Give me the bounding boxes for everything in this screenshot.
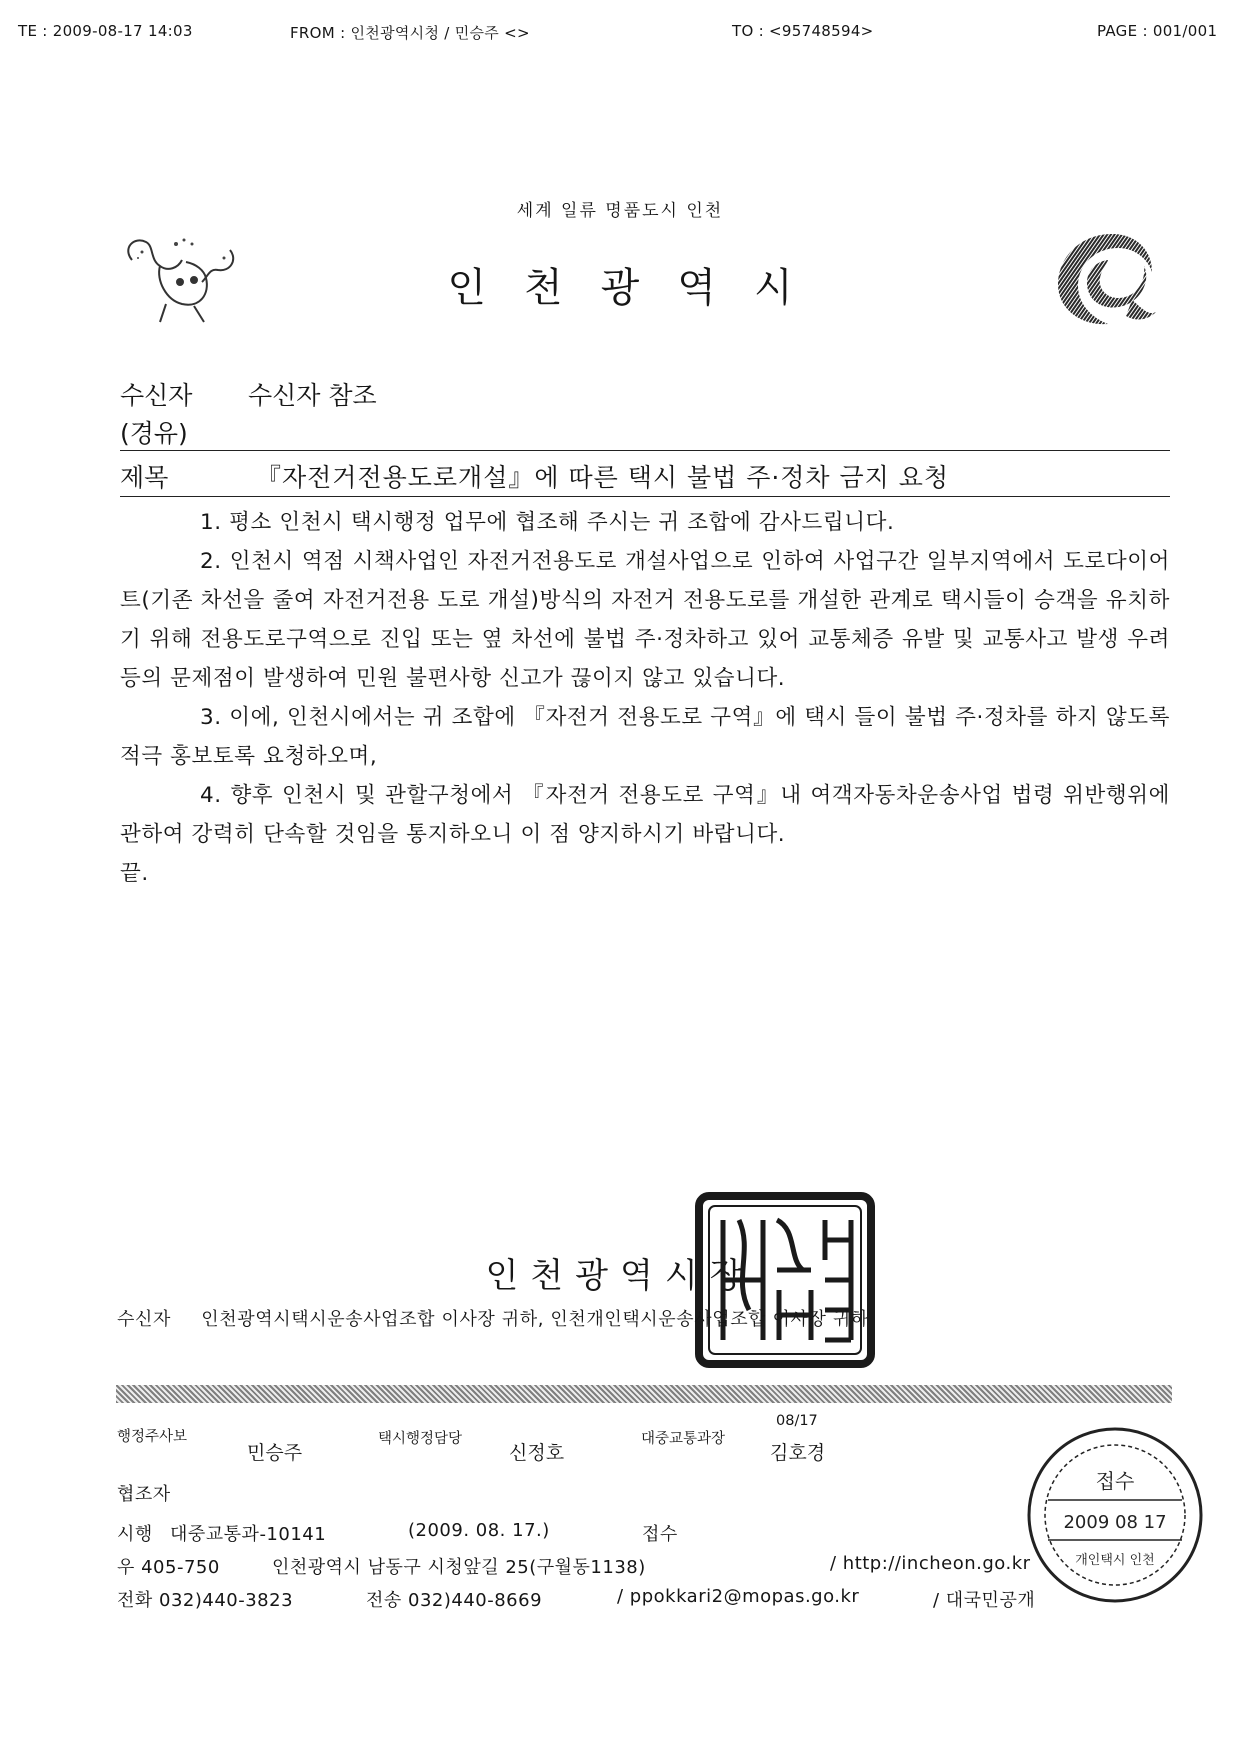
disclosure-status: / 대국민공개 bbox=[933, 1590, 1036, 1611]
address: 인천광역시 남동구 시청앞길 25(구월동1138) bbox=[272, 1557, 646, 1578]
fax-to: TO : <95748594> bbox=[732, 22, 874, 40]
body-paragraph-2: 2. 인천시 역점 시책사업인 자전거전용도로 개설사업으로 인하여 사업구간 일부지역에서 도로다이어트(기존 차선을 줄여 자전거전용 도로 개설)방식의 자전거 전용도로를 개설한 관계로 택시들이 승객을 유치하기 위해 전용도로구역으로 진입 또는 옆 차선에 불법 주·정차하고 있어 교통체증 유발 및 교통사고 발생 우려 등의 문제점이 발생하여 민원 불편사항 신고가 끊이지 않고 있습니다. bbox=[120, 549, 1170, 691]
subject-divider bbox=[120, 496, 1170, 497]
via-label: (경유) bbox=[120, 419, 188, 448]
header-divider bbox=[120, 450, 1170, 451]
recipients-label: 수신자 bbox=[117, 1309, 171, 1330]
body-paragraph-1: 1. 평소 인천시 택시행정 업무에 협조해 주시는 귀 조합에 감사드립니다. bbox=[200, 510, 895, 535]
recipients-value: 인천광역시택시운송사업조합 이사장 귀하, 인천개인택시운송사업조합 이사장 귀하 bbox=[201, 1309, 869, 1330]
phone-number: 전화 032)440-3823 bbox=[117, 1590, 294, 1611]
postal-code: 우 405-750 bbox=[117, 1557, 220, 1578]
city-slogan: 세계 일류 명품도시 인천 bbox=[516, 201, 724, 221]
stamp-date: 2009 08 17 bbox=[1063, 1512, 1167, 1533]
fax-page: PAGE : 001/001 bbox=[1097, 22, 1218, 40]
org-title: 인천광역시 bbox=[447, 265, 831, 311]
recipients-line bbox=[117, 1305, 869, 1331]
enforce-date: (2009. 08. 17.) bbox=[408, 1520, 550, 1541]
approver-role-1: 행정주사보 bbox=[117, 1429, 188, 1445]
approver-name-3: 김호경 bbox=[770, 1442, 826, 1464]
recipient-label: 수신자 bbox=[120, 381, 193, 410]
approval-date: 08/17 bbox=[776, 1413, 818, 1429]
stamp-label: 접수 bbox=[1095, 1469, 1135, 1493]
enforce-label: 시행 bbox=[117, 1524, 153, 1545]
fax-from: FROM : 인천광역시청 / 민승주 <> bbox=[290, 24, 530, 42]
recipient-value: 수신자 참조 bbox=[248, 381, 377, 410]
body-end-mark: 끝. bbox=[120, 861, 149, 886]
receipt-label: 접수 bbox=[642, 1524, 678, 1545]
website-link[interactable]: / http://incheon.go.kr bbox=[830, 1553, 1031, 1574]
body-paragraph-4: 4. 향후 인천시 및 관할구청에서 『자전거 전용도로 구역』내 여객자동차운송사업 법령 위반행위에 관하여 강력히 단속할 것임을 통지하오니 이 점 양지하시기 바랍니다. bbox=[120, 783, 1170, 847]
cooperator-label: 협조자 bbox=[117, 1484, 171, 1505]
subject-label: 제목 bbox=[120, 463, 169, 492]
email-link[interactable]: / ppokkari2@mopas.go.kr bbox=[617, 1586, 860, 1607]
fax-date: TE : 2009-08-17 14:03 bbox=[18, 22, 193, 40]
fax-number: 전송 032)440-8669 bbox=[366, 1590, 543, 1611]
subject-value: 『자전거전용도로개설』에 따른 택시 불법 주·정차 금지 요청 bbox=[256, 463, 950, 492]
letter-body bbox=[120, 503, 1170, 893]
sender-name: 인천광역시장 bbox=[485, 1256, 755, 1296]
approver-role-3: 대중교통과장 bbox=[641, 1431, 726, 1447]
enforce-number: 대중교통과-10141 bbox=[170, 1524, 327, 1545]
approver-role-2: 택시행정담당 bbox=[378, 1431, 463, 1447]
official-seal bbox=[693, 1190, 877, 1370]
approver-name-1: 민승주 bbox=[247, 1442, 303, 1464]
body-paragraph-3: 3. 이에, 인천시에서는 귀 조합에 『자전거 전용도로 구역』에 택시 들이 불법 주·정차를 하지 않도록 적극 홍보토록 요청하오며, bbox=[120, 705, 1170, 769]
halftone-divider bbox=[116, 1385, 1172, 1403]
city-symbol-logo bbox=[1052, 228, 1162, 328]
receipt-stamp bbox=[1022, 1422, 1208, 1608]
approver-name-2: 신정호 bbox=[509, 1442, 565, 1464]
stamp-org: 개인택시 인천 bbox=[1075, 1553, 1155, 1568]
